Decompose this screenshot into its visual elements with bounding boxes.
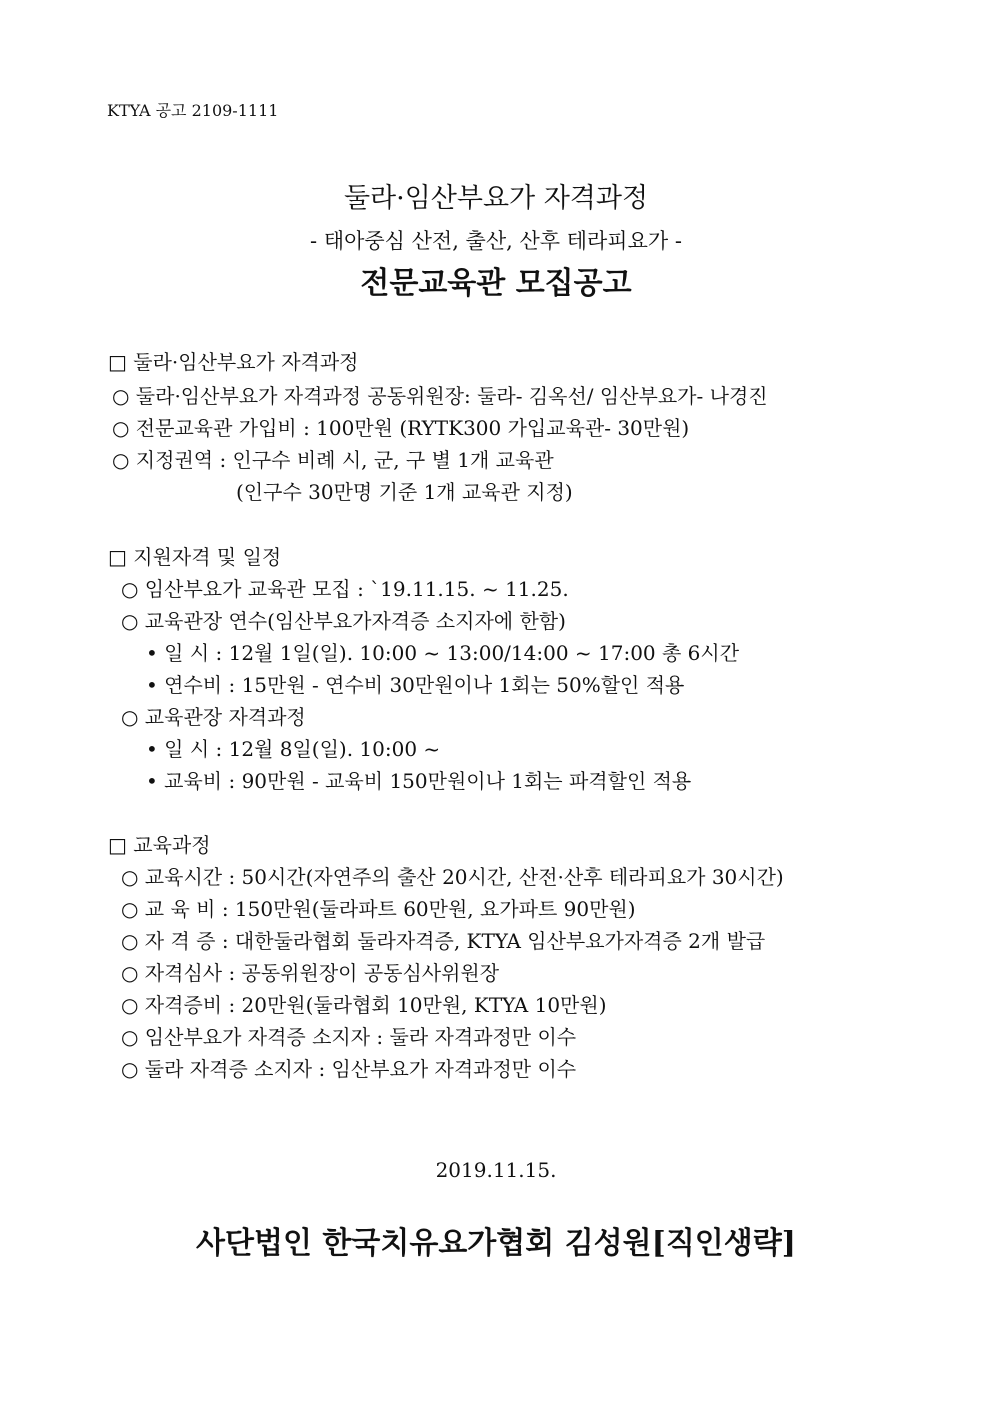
- section-heading-schedule: □ 지원자격 및 일정: [108, 545, 282, 569]
- list-item-sub: • 연수비 : 15만원 - 연수비 30만원이나 1회는 50%할인 적용: [146, 673, 685, 697]
- list-item: ○ 자 격 증 : 대한둘라협회 둘라자격증, KTYA 임산부요가자격증 2개 발급: [121, 929, 766, 953]
- list-item: ○ 지정권역 : 인구수 비례 시, 군, 구 별 1개 교육관: [112, 448, 554, 472]
- list-item: ○ 임산부요가 자격증 소지자 : 둘라 자격과정만 이수: [121, 1025, 577, 1049]
- notice-number: KTYA 공고 2109-1111: [107, 101, 279, 120]
- list-item: ○ 임산부요가 교육관 모집 : `19.11.15. ~ 11.25.: [121, 577, 569, 601]
- issuer-signature: 사단법인 한국치유요가협회 김성원[직인생략]: [196, 1226, 796, 1261]
- list-item: ○ 교육관장 자격과정: [121, 705, 306, 729]
- list-item-sub: • 일 시 : 12월 1일(일). 10:00 ~ 13:00/14:00 ~ 17:00 총 6시간: [146, 641, 740, 665]
- section-heading-curriculum: □ 교육과정: [108, 833, 211, 857]
- notice-date: 2019.11.15.: [435, 1158, 557, 1182]
- section-heading-course: □ 둘라·임산부요가 자격과정: [108, 350, 359, 374]
- list-item: ○ 교육시간 : 50시간(자연주의 출산 20시간, 산전·산후 테라피요가 30시간): [121, 865, 784, 889]
- list-item: ○ 자격심사 : 공동위원장이 공동심사위원장: [121, 961, 500, 985]
- list-item: ○ 자격증비 : 20만원(둘라협회 10만원, KTYA 10만원): [121, 993, 607, 1017]
- list-item-note: (인구수 30만명 기준 1개 교육관 지정): [236, 480, 573, 504]
- list-item: ○ 둘라 자격증 소지자 : 임산부요가 자격과정만 이수: [121, 1057, 577, 1081]
- list-item: ○ 교육관장 연수(임산부요가자격증 소지자에 한함): [121, 609, 566, 633]
- list-item: ○ 교 육 비 : 150만원(둘라파트 60만원, 요가파트 90만원): [121, 897, 636, 921]
- list-item-sub: • 일 시 : 12월 8일(일). 10:00 ~: [146, 737, 441, 761]
- list-item: ○ 전문교육관 가입비 : 100만원 (RYTK300 가입교육관- 30만원): [112, 416, 690, 440]
- list-item-sub: • 교육비 : 90만원 - 교육비 150만원이나 1회는 파격할인 적용: [146, 769, 692, 793]
- document-heading: 전문교육관 모집공고: [360, 266, 632, 301]
- list-item: ○ 둘라·임산부요가 자격과정 공동위원장: 둘라- 김옥선/ 임산부요가- 나경진: [112, 384, 768, 408]
- document-subtitle: - 태아중심 산전, 출산, 산후 테라피요가 -: [310, 229, 682, 253]
- document-title: 둘라·임산부요가 자격과정: [343, 183, 649, 214]
